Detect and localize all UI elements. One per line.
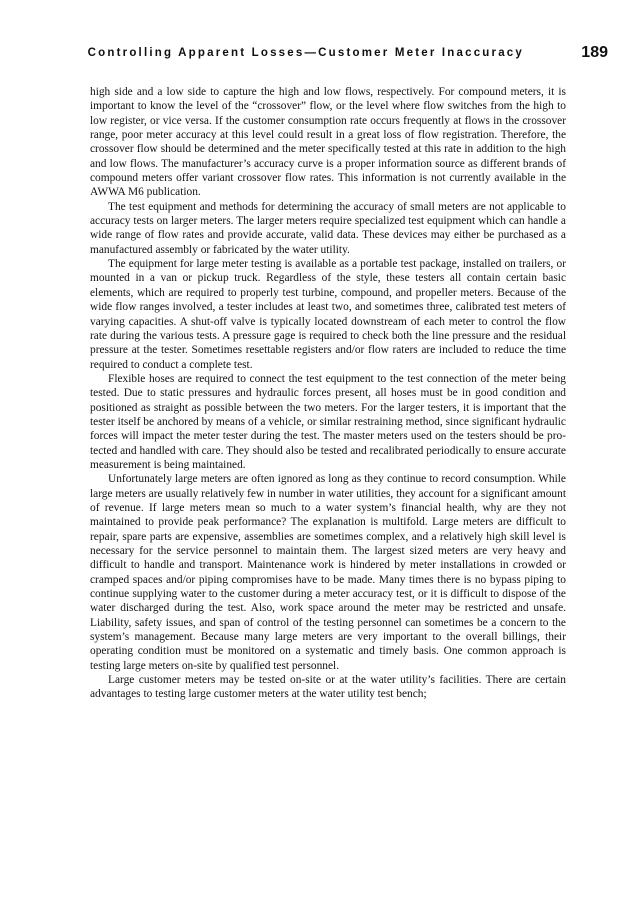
paragraph-crossover-flow: high side and a low side to capture the high and low flows, respectively. For compound meters, it is important to know the level of the “crossover” flow, or the level where flow switches from the high to low register, or vice versa. If the customer consumption rate occurs frequently at flows in the crossover range, poor meter accuracy at this level could result in a great loss of flow registration. Therefore, the crossover flow should be determined and the meter specifically tested at this rate in addition to the high and low flows. The manufacturer’s accuracy curve is a proper information source as different brands of compound meters offer variant crossover flow rates. This information is not currently available in the AWWA M6 publication. [90,86,566,199]
paragraph-large-meter-testing: The equipment for large meter testing is available as a portable test package, installed on trailers, or mounted in a van or pickup truck. Regardless of the style, these testers all contain certain basic elements, which are required to properly test turbine, compound, and propeller meters. Because of the wide flow ranges involved, a tester includes at least two, and sometimes three, calibrated test meters of varying capacities. A shut-off valve is typically located downstream of each meter to control the flow rate during the various tests. A pressure gage is required to check both the line pressure and the residual pressure at the tester. Sometimes resettable registers and/or flow raters are included to reduce the time required to conduct a complete test. [90,258,566,371]
paragraph-flexible-hoses: Flexible hoses are required to connect the test equipment to the test connection of the meter being tested. Due to static pressures and hydraulic forces present, all hoses must be in good condition and positioned as straight as possible between the two meters. For the larger testers, it is important that the tester itself be anchored by means of a vehicle, or similar restraining method, since significant hydraulic forces will impact the meter tester during the test. The master meters used on the testers should be protected and handled with care. They should also be tested and recalibrated periodically to ensure accurate measurement is being maintained. [90,372,566,471]
paragraph-large-meters-ignored: Unfortunately large meters are often ignored as long as they continue to record consumption. While large meters are usually relatively few in number in water utilities, they account for a significant amount of revenue. If large meters mean so much to a water system’s financial health, why are they not maintained to provide peak performance? The explanation is multifold. Large meters are difficult to repair, spare parts are expensive, assemblies are sometimes complex, and a relatively high skill level is necessary for the service personnel to maintain them. The largest sized meters are very heavy and difficult to handle and transport. Maintenance work is hindered by meter installations in crowded or cramped spaces and/or piping compromises have to be made. Many times there is no bypass piping to continue supplying water to the customer during a meter accuracy test, or it is difficult to dispose of the water discharged during the test. Also, work space around the meter may be restricted and unsafe. Liability, safety issues, and span of control of the testing personnel can sometimes be a concern to the system’s management. Because many large meters are very important to the overall billings, their operating condition must be monitored on a systematic and timely basis. One common approach is testing large meters on-site by qualified test personnel. [90,473,566,672]
body-text [90,85,566,702]
running-head: Controlling Apparent Losses—Customer Meter Inaccuracy [87,47,524,59]
page-header [87,44,608,66]
paragraph-on-site-testing: Large customer meters may be tested on-site or at the water utility’s facilities. There are certain advantages to testing large customer meters at the water utility test bench; [90,674,566,701]
paragraph-test-equipment: The test equipment and methods for determining the accuracy of small meters are not applicable to accuracy tests on larger meters. The larger meters require specialized test equipment which can handle a wide range of flow rates and provide accurate, valid data. These devices may either be purchased as a manufactured assembly or fabricated by the water utility. [90,200,566,256]
page-number: 189 [581,44,608,61]
